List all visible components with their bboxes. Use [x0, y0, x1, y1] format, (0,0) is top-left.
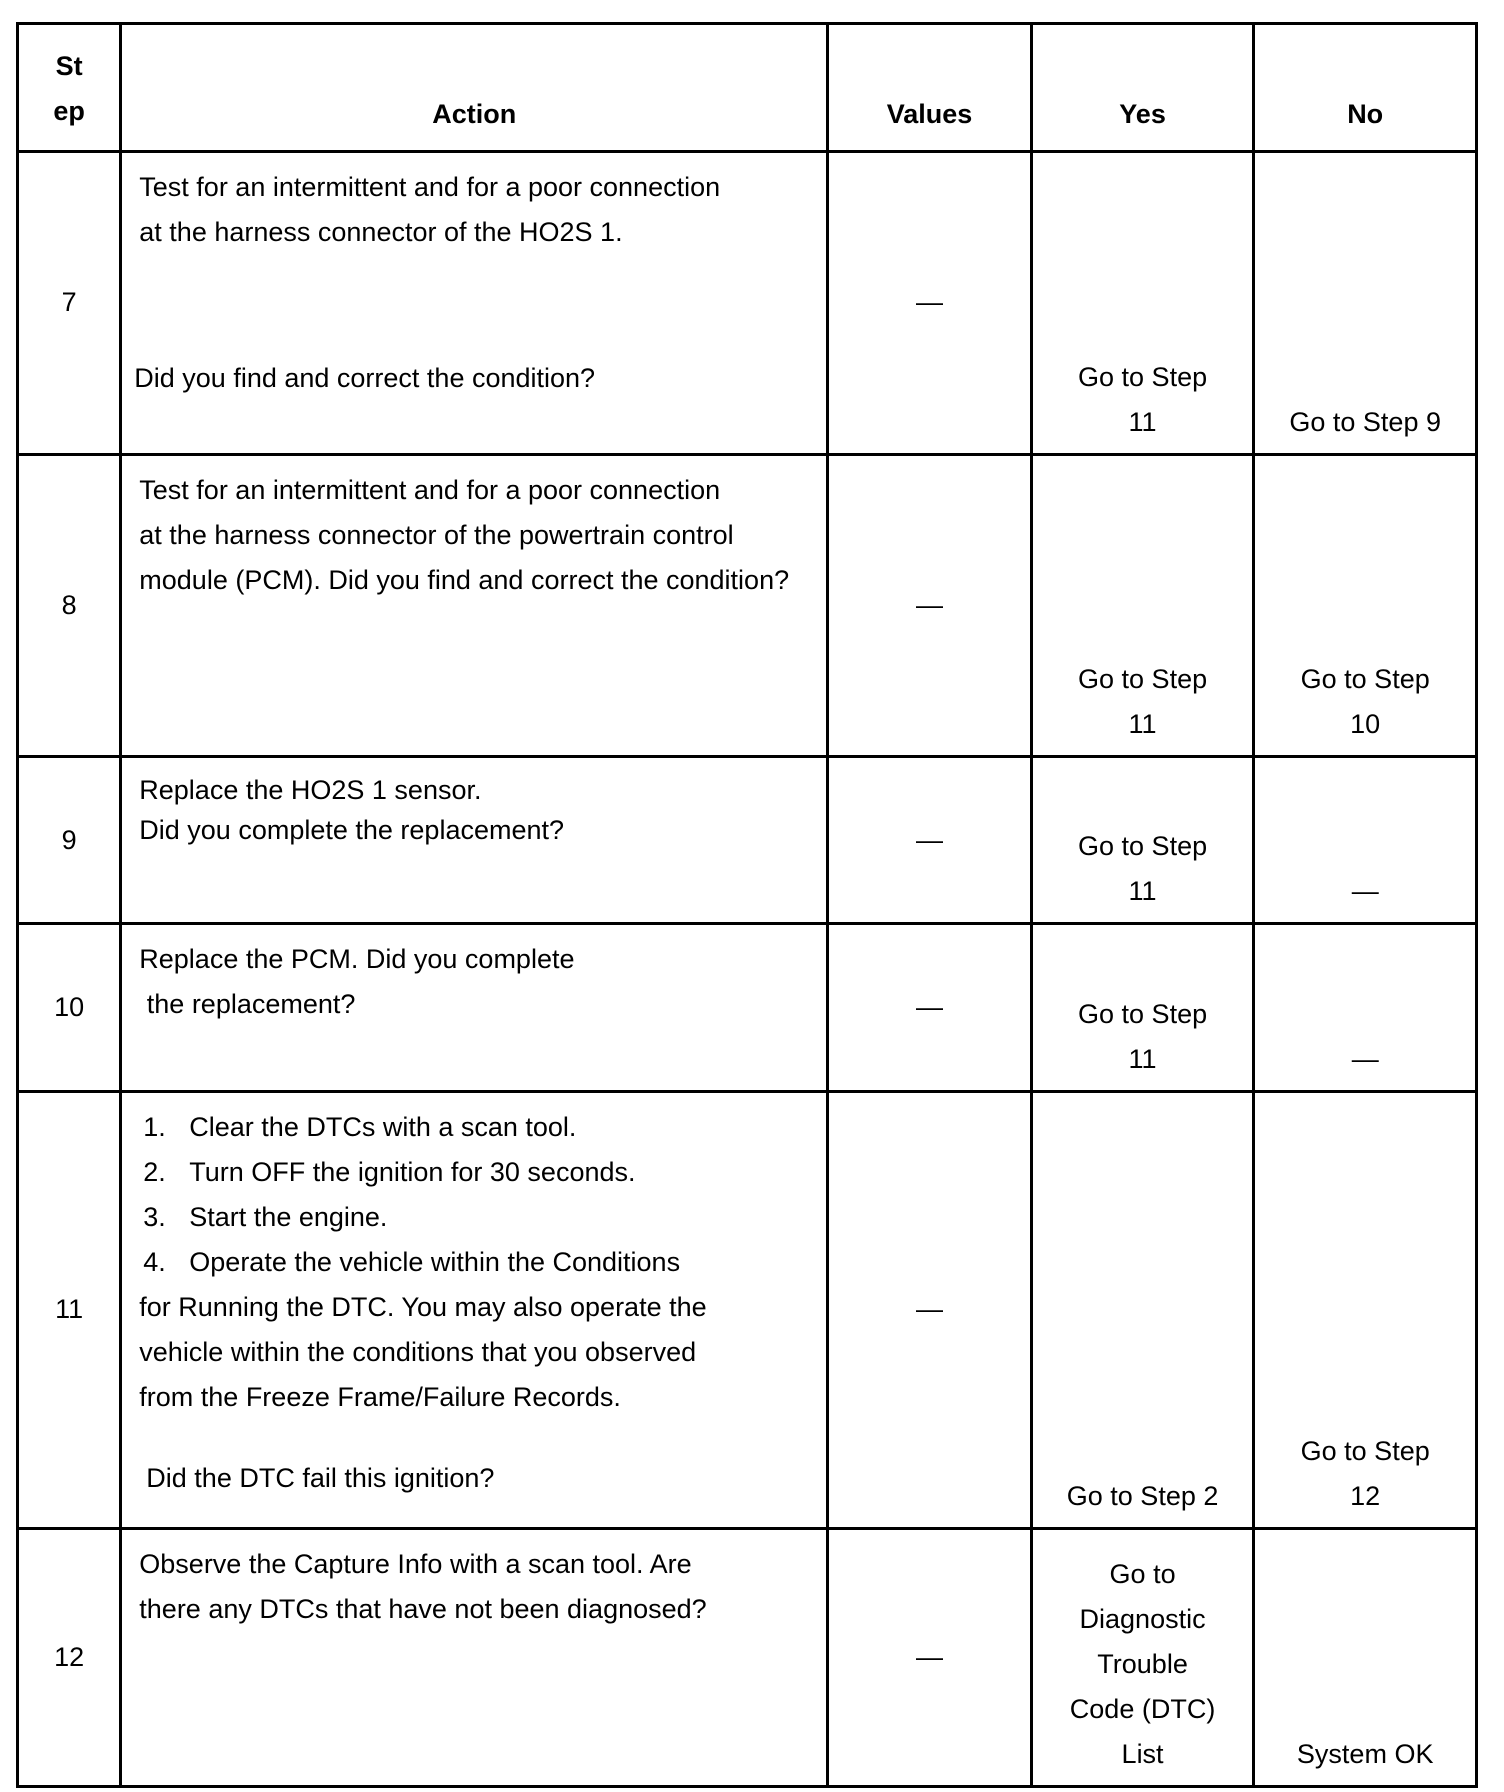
action-line: Test for an intermittent and for a poor connection	[139, 474, 721, 505]
step-number: 8	[18, 454, 121, 757]
no-line: —	[1351, 1043, 1379, 1074]
action-line: the replacement?	[139, 989, 356, 1020]
diagnostic-table	[16, 22, 1478, 1788]
action-line: at the harness connector of the powertrain control	[139, 519, 734, 550]
action-line: from the Freeze Frame/Failure Records.	[139, 1381, 621, 1412]
action-line: Replace the PCM. Did you complete	[139, 944, 575, 975]
no-cell	[1254, 1528, 1477, 1787]
yes-line: Go to Step	[1078, 998, 1208, 1029]
action-cell	[121, 454, 828, 757]
table-row-step-8	[18, 454, 1477, 757]
values-cell: —	[828, 1091, 1032, 1528]
action-line: Did you complete the replacement?	[139, 815, 565, 846]
no-cell	[1254, 454, 1477, 757]
values-cell: —	[828, 924, 1032, 1091]
action-line: vehicle within the conditions that you observed	[139, 1336, 697, 1367]
table-row-step-9	[18, 757, 1477, 924]
yes-line: Go to	[1109, 1559, 1176, 1589]
step-number: 12	[18, 1528, 121, 1787]
header-values: Values	[828, 24, 1032, 152]
header-step	[18, 24, 121, 152]
yes-line: Go to Step	[1078, 361, 1208, 392]
action-cell	[121, 757, 828, 924]
action-question: Did you find and correct the condition?	[134, 362, 596, 393]
yes-line: Diagnostic	[1079, 1604, 1206, 1634]
yes-line: Code (DTC)	[1069, 1694, 1216, 1724]
header-step-line2: ep	[53, 96, 85, 127]
no-cell	[1254, 152, 1477, 455]
list-item: 4. Operate the vehicle within the Conditions	[143, 1246, 681, 1277]
yes-cell	[1031, 1091, 1254, 1528]
table-row-step-10	[18, 924, 1477, 1091]
no-line: Go to Step	[1300, 664, 1430, 695]
step-number: 11	[18, 1091, 121, 1528]
yes-line: Go to Step	[1078, 831, 1208, 862]
yes-cell	[1031, 1528, 1254, 1787]
yes-line: 11	[1128, 1043, 1157, 1074]
action-line: module (PCM). Did you find and correct the condition?	[139, 564, 790, 595]
no-cell	[1254, 1091, 1477, 1528]
yes-line: 11	[1128, 876, 1157, 907]
step-number: 9	[18, 757, 121, 924]
action-line: at the harness connector of the HO2S 1.	[139, 217, 623, 248]
no-line: 12	[1350, 1480, 1381, 1511]
action-cell	[121, 1091, 828, 1528]
action-cell	[121, 152, 828, 455]
yes-cell	[1031, 454, 1254, 757]
header-step-line1: St	[55, 51, 83, 82]
yes-line: Trouble	[1097, 1649, 1188, 1679]
no-line: System OK	[1296, 1739, 1434, 1769]
list-item: 3. Start the engine.	[143, 1201, 388, 1232]
action-line: there any DTCs that have not been diagnosed?	[139, 1593, 707, 1624]
header-row	[18, 24, 1477, 152]
no-line: 10	[1350, 709, 1381, 740]
header-action: Action	[121, 24, 828, 152]
no-cell	[1254, 924, 1477, 1091]
values-cell: —	[828, 454, 1032, 757]
values-cell: —	[828, 757, 1032, 924]
header-yes: Yes	[1031, 24, 1254, 152]
list-item: 1. Clear the DTCs with a scan tool.	[143, 1111, 577, 1142]
no-line: Go to Step 9	[1289, 406, 1441, 437]
action-line: Test for an intermittent and for a poor connection	[139, 172, 721, 203]
yes-cell	[1031, 757, 1254, 924]
action-question: Did the DTC fail this ignition?	[146, 1462, 495, 1493]
header-no: No	[1254, 24, 1477, 152]
table-row-step-12	[18, 1528, 1477, 1787]
yes-cell	[1031, 152, 1254, 455]
values-cell: —	[828, 152, 1032, 455]
table-row-step-11	[18, 1091, 1477, 1528]
action-line: Replace the HO2S 1 sensor.	[139, 775, 482, 806]
procedure-list	[139, 1105, 826, 1285]
yes-line: 11	[1128, 406, 1157, 437]
list-item: 2. Turn OFF the ignition for 30 seconds.	[143, 1156, 636, 1187]
values-cell: —	[828, 1528, 1032, 1787]
yes-line: List	[1121, 1739, 1164, 1769]
table-row-step-7	[18, 152, 1477, 455]
yes-cell	[1031, 924, 1254, 1091]
action-cell	[121, 924, 828, 1091]
action-line: for Running the DTC. You may also operate the	[139, 1291, 707, 1322]
no-line: —	[1351, 876, 1379, 907]
action-line: Observe the Capture Info with a scan tool. Are	[139, 1548, 692, 1579]
action-cell	[121, 1528, 828, 1787]
yes-line: Go to Step 2	[1066, 1480, 1219, 1511]
yes-line: Go to Step	[1078, 664, 1208, 695]
step-number: 10	[18, 924, 121, 1091]
no-line: Go to Step	[1300, 1435, 1430, 1466]
no-cell	[1254, 757, 1477, 924]
yes-line: 11	[1128, 709, 1157, 740]
step-number: 7	[18, 152, 121, 455]
